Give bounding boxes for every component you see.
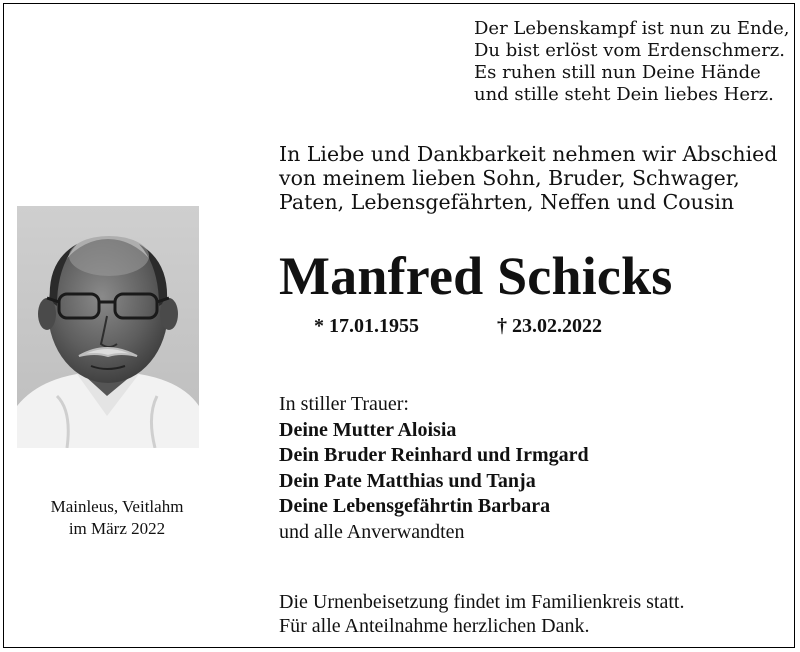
- death-date: † 23.02.2022: [497, 315, 602, 337]
- funeral-line: Für alle Anteilnahme herzlichen Dank.: [279, 615, 590, 637]
- place-and-date: [17, 496, 217, 540]
- portrait-photo: [17, 206, 199, 448]
- poem-verse: [474, 18, 790, 106]
- birth-date: * 17.01.1955: [314, 315, 419, 337]
- intro-line: von meinem lieben Sohn, Bruder, Schwager,: [279, 166, 740, 190]
- mourner-name: Dein Pate Matthias und Tanja: [279, 469, 536, 492]
- mourner-name: Deine Lebensgefährtin Barbara: [279, 495, 551, 517]
- intro-line: Paten, Lebensgefährten, Neffen und Cousin: [279, 190, 735, 214]
- deceased-name: Manfred Schicks: [279, 246, 673, 306]
- mourner-name: Deine Mutter Aloisia: [279, 418, 457, 441]
- place-line: Mainleus, Veitlahm: [50, 497, 184, 516]
- poem-line: Der Lebenskampf ist nun zu Ende,: [474, 18, 790, 39]
- mourners-heading: In stiller Trauer:: [279, 393, 409, 415]
- funeral-notice: [279, 590, 789, 638]
- mourner-name: Dein Bruder Reinhard und Irmgard: [279, 444, 589, 466]
- mourners-closing: und alle Anverwandten: [279, 520, 465, 543]
- poem-line: Es ruhen still nun Deine Hände: [474, 62, 761, 83]
- mourners-list: [279, 392, 789, 545]
- intro-line: In Liebe und Dankbarkeit nehmen wir Abschied: [279, 142, 778, 166]
- portrait-image: [17, 206, 199, 448]
- funeral-line: Die Urnenbeisetzung findet im Familienkreis statt.: [279, 591, 685, 613]
- poem-line: Du bist erlöst vom Erdenschmerz.: [474, 40, 786, 61]
- farewell-intro: [279, 142, 789, 214]
- poem-line: und stille steht Dein liebes Herz.: [474, 84, 774, 105]
- place-line: im März 2022: [68, 519, 166, 538]
